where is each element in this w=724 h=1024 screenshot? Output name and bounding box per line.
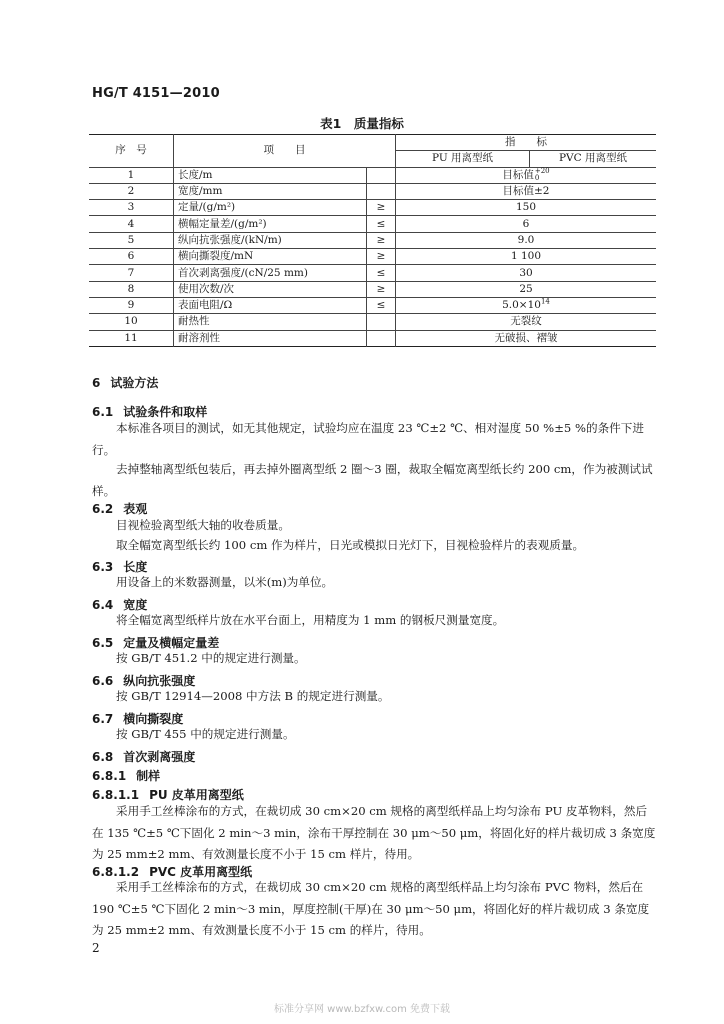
table-row (89, 330, 656, 346)
row-op: ≤ (367, 265, 396, 281)
row-value: 无裂纹 (396, 314, 657, 330)
row-value: 150 (396, 200, 657, 216)
quality-table (89, 134, 656, 347)
row-item: 长度/m (174, 167, 367, 183)
table-title: 表1 质量指标 (320, 116, 404, 131)
table-row (89, 265, 656, 281)
row-op: ≥ (367, 232, 396, 248)
row-item: 横向撕裂度/mN (174, 249, 367, 265)
paragraph: 按 GB/T 12914—2008 中方法 B 的规定进行测量。 (116, 689, 390, 703)
section-6-6-heading: 6.6 纵向抗张强度 (92, 674, 196, 688)
row-no: 5 (89, 232, 174, 248)
paragraph: 将全幅宽离型纸样片放在水平台面上，用精度为 1 mm 的钢板尺测量宽度。 (116, 613, 505, 627)
section-6-8-heading: 6.8 首次剥离强度 (92, 750, 196, 764)
paragraph: 采用手工丝棒涂布的方式，在裁切成 30 cm×20 cm 规格的离型纸样品上均匀涂布 PU 皮革物料，然后在 135 ℃±5 ℃下固化 2 min～3 min，涂布干厚控制在 30 μm～50 μm，将固化好的样片裁切成 3 条宽度为 25 mm±2 mm、有效测量长度不小于 15 cm 样片，待用。 (92, 804, 656, 861)
section-6-8-1-2-heading: 6.8.1.2 PVC 皮革用离型纸 (92, 865, 253, 879)
row-no: 8 (89, 281, 174, 297)
row-op (367, 330, 396, 346)
row-no: 10 (89, 314, 174, 330)
paragraph: 用设备上的米数器测量，以米(m)为单位。 (116, 575, 334, 589)
paragraph: 取全幅宽离型纸长约 100 cm 作为样片，日光或模拟日光灯下，目视检验样片的表观质量。 (116, 538, 585, 552)
page-number: 2 (92, 941, 100, 955)
row-no: 6 (89, 249, 174, 265)
table-row (89, 232, 656, 248)
paragraph: 目视检验离型纸大轴的收卷质量。 (116, 518, 290, 532)
row-no: 7 (89, 265, 174, 281)
table-row (89, 200, 656, 216)
watermark-text: 标准分享网 www.bzfxw.com 免费下载 (274, 1004, 450, 1015)
paragraph: 本标准各项目的测试，如无其他规定，试验均应在温度 23 ℃±2 ℃、相对湿度 50 %±5 %的条件下进行。 (92, 421, 644, 457)
section-6-8-1-heading: 6.8.1 制样 (92, 769, 161, 783)
row-value: 25 (396, 281, 657, 297)
paragraph: 采用手工丝棒涂布的方式，在裁切成 30 cm×20 cm 规格的离型纸样品上均匀涂布 PVC 物料，然后在 190 ℃±5 ℃下固化 2 min～3 min，厚度控制(干厚)在 30 μm～50 μm，将固化好的样片裁切成 3 条宽度为 25 mm±2 mm、有效测量长度不小于 15 cm 的样片，待用。 (92, 880, 650, 937)
table-head-no: 序 号 (89, 135, 174, 168)
table-head-item: 项 目 (174, 135, 396, 168)
row-value: 1 100 (396, 249, 657, 265)
row-op: ≥ (367, 200, 396, 216)
row-item: 使用次数/次 (174, 281, 367, 297)
row-item: 耐热性 (174, 314, 367, 330)
row-op (367, 183, 396, 199)
row-no: 2 (89, 183, 174, 199)
row-no: 1 (89, 167, 174, 183)
row-op (367, 314, 396, 330)
row-item: 纵向抗张强度/(kN/m) (174, 232, 367, 248)
section-6-5-heading: 6.5 定量及横幅定量差 (92, 636, 220, 650)
row-item: 表面电阻/Ω (174, 297, 367, 313)
table-head-pvc: PVC 用离型纸 (530, 151, 657, 167)
paragraph: 按 GB/T 455 中的规定进行测量。 (116, 727, 295, 741)
table-head-pu: PU 用离型纸 (396, 151, 530, 167)
row-value: 6 (396, 216, 657, 232)
row-value: 目标值 +20 0 (396, 167, 657, 183)
row-op: ≤ (367, 297, 396, 313)
table-row (89, 167, 656, 183)
section-6-8-1-1-heading: 6.8.1.1 PU 皮革用离型纸 (92, 788, 244, 802)
row-op: ≥ (367, 281, 396, 297)
row-item: 首次剥离强度/(cN/25 mm) (174, 265, 367, 281)
table-row (89, 249, 656, 265)
paragraph: 去掉整轴离型纸包装后，再去掉外圈离型纸 2 圈～3 圈，裁取全幅宽离型纸长约 200 cm，作为被测试试样。 (92, 462, 653, 498)
section-6-4-heading: 6.4 宽度 (92, 598, 148, 612)
table-row (89, 297, 656, 313)
row-value: 目标值±2 (396, 183, 657, 199)
row-op: ≥ (367, 249, 396, 265)
row-no: 3 (89, 200, 174, 216)
row-no: 9 (89, 297, 174, 313)
table-row (89, 216, 656, 232)
row-value: 9.0 (396, 232, 657, 248)
section-6-3-heading: 6.3 长度 (92, 560, 148, 574)
table-row (89, 314, 656, 330)
row-no: 4 (89, 216, 174, 232)
row-no: 11 (89, 330, 174, 346)
section-6-2-heading: 6.2 表观 (92, 502, 148, 516)
row-item: 横幅定量差/(g/m²) (174, 216, 367, 232)
paragraph: 按 GB/T 451.2 中的规定进行测量。 (116, 651, 306, 665)
row-item: 定量/(g/m²) (174, 200, 367, 216)
table-row (89, 183, 656, 199)
section-6-1-heading: 6.1 试验条件和取样 (92, 405, 208, 419)
standard-code: HG/T 4151—2010 (92, 86, 220, 101)
section-6-heading: 6 试验方法 (92, 376, 159, 390)
table-head-index: 指 标 (396, 135, 657, 151)
section-6-7-heading: 6.7 横向撕裂度 (92, 712, 184, 726)
row-op (367, 167, 396, 183)
row-value: 30 (396, 265, 657, 281)
row-item: 耐溶剂性 (174, 330, 367, 346)
row-value: $5.0\times 10^{14}$ (396, 297, 657, 313)
row-item: 宽度/mm (174, 183, 367, 199)
row-op: ≤ (367, 216, 396, 232)
row-value: 无破损、褶皱 (396, 330, 657, 346)
table-row (89, 281, 656, 297)
